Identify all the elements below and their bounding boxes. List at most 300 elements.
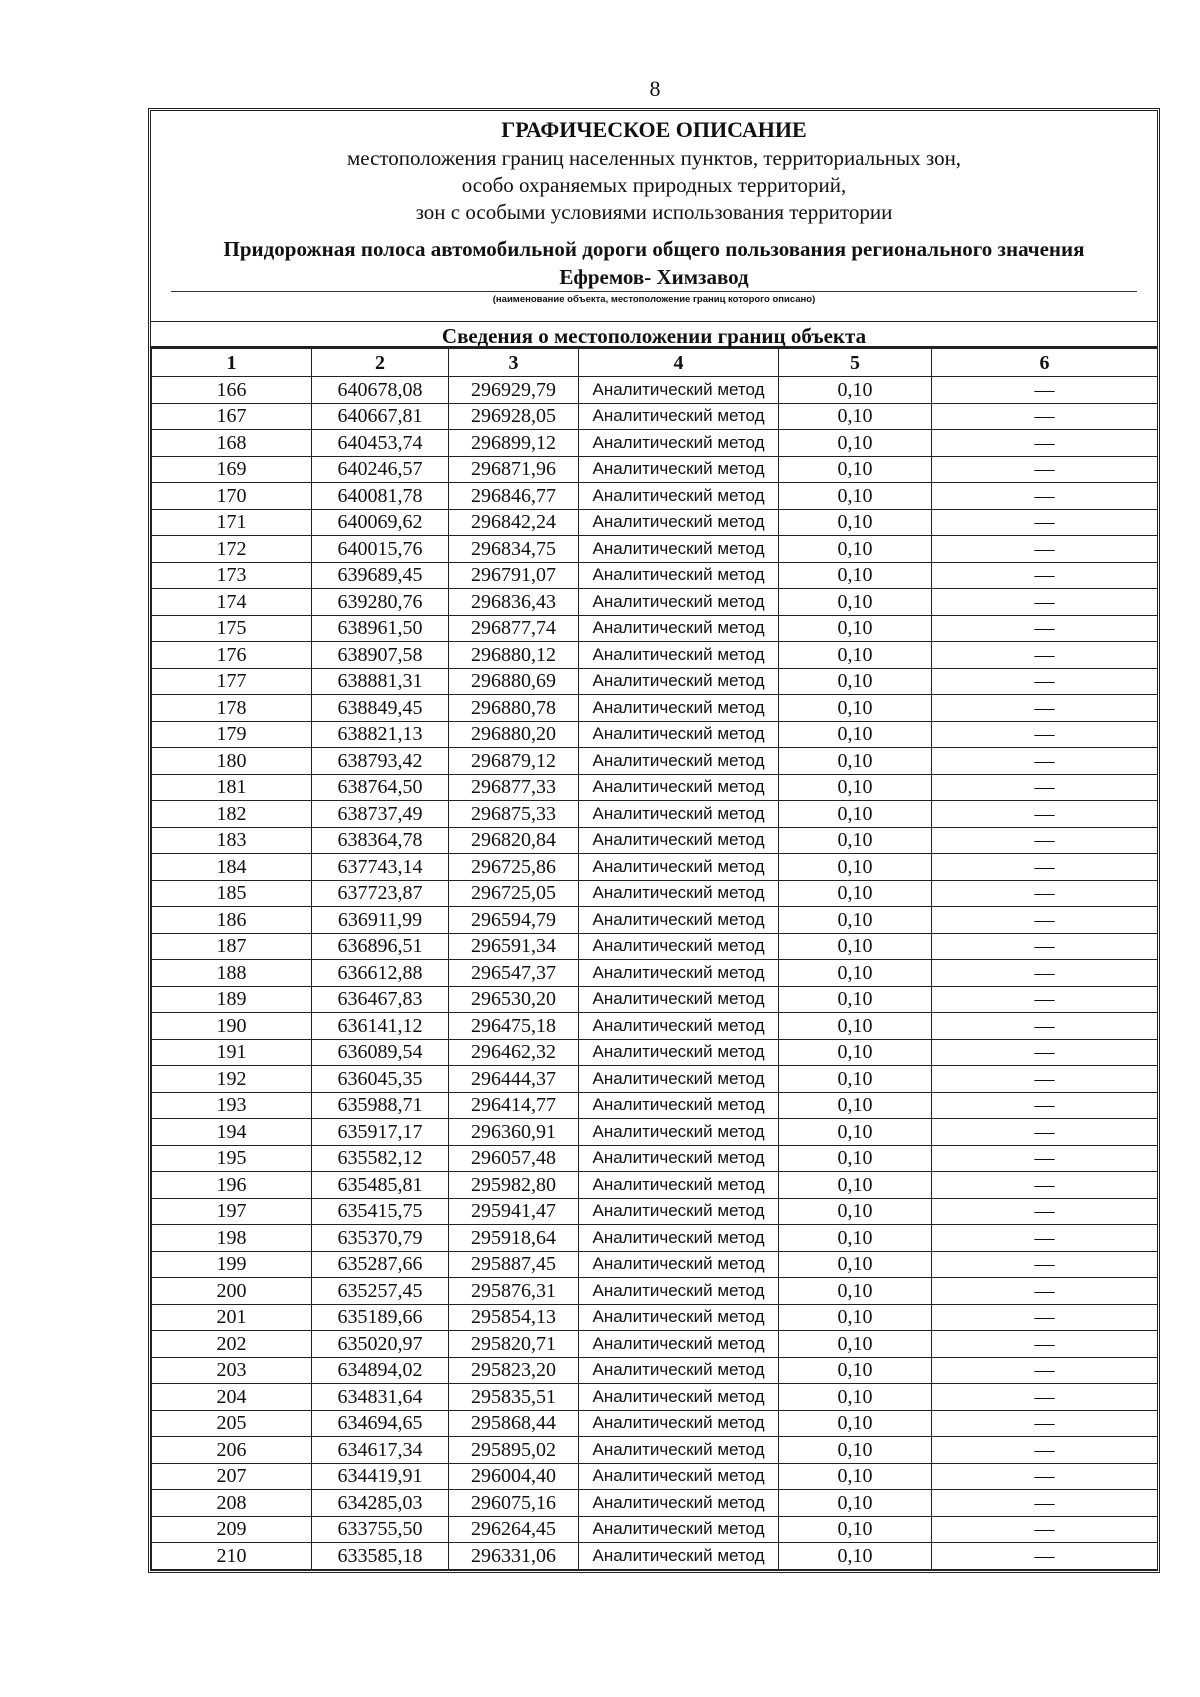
description-cell: — [932, 933, 1158, 960]
point-number-cell: 184 [152, 854, 312, 881]
accuracy-cell: 0,10 [779, 536, 932, 563]
description-cell: — [932, 377, 1158, 404]
x-coordinate-cell: 638961,50 [312, 615, 449, 642]
description-cell: — [932, 642, 1158, 669]
description-cell: — [932, 1172, 1158, 1199]
x-coordinate-cell: 640081,78 [312, 483, 449, 510]
description-cell: — [932, 1278, 1158, 1305]
point-number-cell: 189 [152, 986, 312, 1013]
description-cell: — [932, 1145, 1158, 1172]
description-cell: — [932, 615, 1158, 642]
x-coordinate-cell: 638764,50 [312, 774, 449, 801]
x-coordinate-cell: 640069,62 [312, 509, 449, 536]
column-header: 3 [449, 349, 579, 377]
y-coordinate-cell: 296075,16 [449, 1490, 579, 1517]
table-row [152, 430, 1158, 457]
method-cell: Аналитический метод [579, 986, 779, 1013]
accuracy-cell: 0,10 [779, 801, 932, 828]
x-coordinate-cell: 638793,42 [312, 748, 449, 775]
description-cell: — [932, 880, 1158, 907]
point-number-cell: 201 [152, 1304, 312, 1331]
point-number-cell: 169 [152, 456, 312, 483]
description-cell: — [932, 1516, 1158, 1543]
table-row [152, 456, 1158, 483]
description-cell: — [932, 1463, 1158, 1490]
method-cell: Аналитический метод [579, 907, 779, 934]
y-coordinate-cell: 296264,45 [449, 1516, 579, 1543]
point-number-cell: 192 [152, 1066, 312, 1093]
method-cell: Аналитический метод [579, 1543, 779, 1570]
x-coordinate-cell: 633755,50 [312, 1516, 449, 1543]
accuracy-cell: 0,10 [779, 589, 932, 616]
table-row [152, 1357, 1158, 1384]
point-number-cell: 202 [152, 1331, 312, 1358]
x-coordinate-cell: 634694,65 [312, 1410, 449, 1437]
point-number-cell: 209 [152, 1516, 312, 1543]
point-number-cell: 178 [152, 695, 312, 722]
x-coordinate-cell: 638821,13 [312, 721, 449, 748]
accuracy-cell: 0,10 [779, 1516, 932, 1543]
accuracy-cell: 0,10 [779, 907, 932, 934]
table-row [152, 721, 1158, 748]
method-cell: Аналитический метод [579, 536, 779, 563]
method-cell: Аналитический метод [579, 774, 779, 801]
accuracy-cell: 0,10 [779, 748, 932, 775]
y-coordinate-cell: 296834,75 [449, 536, 579, 563]
y-coordinate-cell: 296879,12 [449, 748, 579, 775]
accuracy-cell: 0,10 [779, 615, 932, 642]
method-cell: Аналитический метод [579, 1092, 779, 1119]
method-cell: Аналитический метод [579, 589, 779, 616]
description-cell: — [932, 1357, 1158, 1384]
x-coordinate-cell: 637723,87 [312, 880, 449, 907]
description-cell: — [932, 668, 1158, 695]
y-coordinate-cell: 296880,20 [449, 721, 579, 748]
point-number-cell: 191 [152, 1039, 312, 1066]
point-number-cell: 170 [152, 483, 312, 510]
accuracy-cell: 0,10 [779, 1039, 932, 1066]
y-coordinate-cell: 296004,40 [449, 1463, 579, 1490]
method-cell: Аналитический метод [579, 483, 779, 510]
method-cell: Аналитический метод [579, 1066, 779, 1093]
x-coordinate-cell: 634419,91 [312, 1463, 449, 1490]
description-cell: — [932, 1039, 1158, 1066]
point-number-cell: 167 [152, 403, 312, 430]
y-coordinate-cell: 295982,80 [449, 1172, 579, 1199]
y-coordinate-cell: 296591,34 [449, 933, 579, 960]
method-cell: Аналитический метод [579, 1331, 779, 1358]
description-cell: — [932, 748, 1158, 775]
accuracy-cell: 0,10 [779, 1304, 932, 1331]
y-coordinate-cell: 295868,44 [449, 1410, 579, 1437]
table-row [152, 642, 1158, 669]
method-cell: Аналитический метод [579, 377, 779, 404]
accuracy-cell: 0,10 [779, 933, 932, 960]
point-number-cell: 175 [152, 615, 312, 642]
x-coordinate-cell: 636612,88 [312, 960, 449, 987]
x-coordinate-cell: 636141,12 [312, 1013, 449, 1040]
table-row [152, 1304, 1158, 1331]
table-row [152, 536, 1158, 563]
table-row [152, 986, 1158, 1013]
y-coordinate-cell: 295835,51 [449, 1384, 579, 1411]
point-number-cell: 195 [152, 1145, 312, 1172]
method-cell: Аналитический метод [579, 1357, 779, 1384]
y-coordinate-cell: 296414,77 [449, 1092, 579, 1119]
accuracy-cell: 0,10 [779, 1145, 932, 1172]
accuracy-cell: 0,10 [779, 1384, 932, 1411]
method-cell: Аналитический метод [579, 1437, 779, 1464]
accuracy-cell: 0,10 [779, 1066, 932, 1093]
x-coordinate-cell: 634831,64 [312, 1384, 449, 1411]
x-coordinate-cell: 635370,79 [312, 1225, 449, 1252]
description-cell: — [932, 430, 1158, 457]
accuracy-cell: 0,10 [779, 721, 932, 748]
accuracy-cell: 0,10 [779, 1490, 932, 1517]
x-coordinate-cell: 635020,97 [312, 1331, 449, 1358]
method-cell: Аналитический метод [579, 456, 779, 483]
table-row [152, 933, 1158, 960]
method-cell: Аналитический метод [579, 1410, 779, 1437]
description-cell: — [932, 1198, 1158, 1225]
y-coordinate-cell: 296842,24 [449, 509, 579, 536]
point-number-cell: 177 [152, 668, 312, 695]
accuracy-cell: 0,10 [779, 1331, 932, 1358]
table-row [152, 1145, 1158, 1172]
description-cell: — [932, 801, 1158, 828]
x-coordinate-cell: 640246,57 [312, 456, 449, 483]
y-coordinate-cell: 295887,45 [449, 1251, 579, 1278]
table-row [152, 403, 1158, 430]
y-coordinate-cell: 295895,02 [449, 1437, 579, 1464]
method-cell: Аналитический метод [579, 1172, 779, 1199]
description-cell: — [932, 774, 1158, 801]
point-number-cell: 208 [152, 1490, 312, 1517]
point-number-cell: 200 [152, 1278, 312, 1305]
y-coordinate-cell: 295854,13 [449, 1304, 579, 1331]
accuracy-cell: 0,10 [779, 1172, 932, 1199]
method-cell: Аналитический метод [579, 509, 779, 536]
y-coordinate-cell: 295918,64 [449, 1225, 579, 1252]
table-row [152, 589, 1158, 616]
table-row [152, 1410, 1158, 1437]
method-cell: Аналитический метод [579, 1039, 779, 1066]
accuracy-cell: 0,10 [779, 509, 932, 536]
description-cell: — [932, 589, 1158, 616]
description-cell: — [932, 1066, 1158, 1093]
method-cell: Аналитический метод [579, 880, 779, 907]
accuracy-cell: 0,10 [779, 562, 932, 589]
accuracy-cell: 0,10 [779, 483, 932, 510]
object-name-line: Ефремов- Химзавод [559, 265, 749, 289]
x-coordinate-cell: 636467,83 [312, 986, 449, 1013]
document-header [151, 111, 1157, 348]
table-row [152, 1331, 1158, 1358]
table-row [152, 1039, 1158, 1066]
method-cell: Аналитический метод [579, 1278, 779, 1305]
accuracy-cell: 0,10 [779, 642, 932, 669]
y-coordinate-cell: 296836,43 [449, 589, 579, 616]
subtitle-line: особо охраняемых природных территорий, [461, 173, 847, 197]
y-coordinate-cell: 296725,86 [449, 854, 579, 881]
y-coordinate-cell: 296530,20 [449, 986, 579, 1013]
x-coordinate-cell: 639689,45 [312, 562, 449, 589]
accuracy-cell: 0,10 [779, 1410, 932, 1437]
description-cell: — [932, 509, 1158, 536]
x-coordinate-cell: 636089,54 [312, 1039, 449, 1066]
y-coordinate-cell: 296331,06 [449, 1543, 579, 1570]
y-coordinate-cell: 296475,18 [449, 1013, 579, 1040]
accuracy-cell: 0,10 [779, 960, 932, 987]
accuracy-cell: 0,10 [779, 1437, 932, 1464]
method-cell: Аналитический метод [579, 1251, 779, 1278]
description-cell: — [932, 1490, 1158, 1517]
point-number-cell: 204 [152, 1384, 312, 1411]
table-row [152, 1516, 1158, 1543]
accuracy-cell: 0,10 [779, 827, 932, 854]
point-number-cell: 190 [152, 1013, 312, 1040]
x-coordinate-cell: 638737,49 [312, 801, 449, 828]
y-coordinate-cell: 296057,48 [449, 1145, 579, 1172]
x-coordinate-cell: 638849,45 [312, 695, 449, 722]
point-number-cell: 182 [152, 801, 312, 828]
column-header: 1 [152, 349, 312, 377]
table-row [152, 1251, 1158, 1278]
table-row [152, 1172, 1158, 1199]
description-cell: — [932, 827, 1158, 854]
y-coordinate-cell: 296846,77 [449, 483, 579, 510]
method-cell: Аналитический метод [579, 1198, 779, 1225]
method-cell: Аналитический метод [579, 960, 779, 987]
method-cell: Аналитический метод [579, 668, 779, 695]
description-cell: — [932, 1437, 1158, 1464]
object-name [151, 235, 1157, 291]
point-number-cell: 205 [152, 1410, 312, 1437]
method-cell: Аналитический метод [579, 1225, 779, 1252]
accuracy-cell: 0,10 [779, 1463, 932, 1490]
point-number-cell: 166 [152, 377, 312, 404]
point-number-cell: 207 [152, 1463, 312, 1490]
point-number-cell: 181 [152, 774, 312, 801]
accuracy-cell: 0,10 [779, 1251, 932, 1278]
point-number-cell: 183 [152, 827, 312, 854]
method-cell: Аналитический метод [579, 695, 779, 722]
table-row [152, 1198, 1158, 1225]
method-cell: Аналитический метод [579, 1463, 779, 1490]
table-header-row [152, 349, 1158, 377]
method-cell: Аналитический метод [579, 562, 779, 589]
column-header: 6 [932, 349, 1158, 377]
table-row [152, 562, 1158, 589]
accuracy-cell: 0,10 [779, 1198, 932, 1225]
y-coordinate-cell: 296547,37 [449, 960, 579, 987]
table-row [152, 1278, 1158, 1305]
y-coordinate-cell: 295876,31 [449, 1278, 579, 1305]
point-number-cell: 198 [152, 1225, 312, 1252]
method-cell: Аналитический метод [579, 933, 779, 960]
table-row [152, 509, 1158, 536]
y-coordinate-cell: 296871,96 [449, 456, 579, 483]
accuracy-cell: 0,10 [779, 695, 932, 722]
x-coordinate-cell: 635917,17 [312, 1119, 449, 1146]
point-number-cell: 171 [152, 509, 312, 536]
accuracy-cell: 0,10 [779, 1225, 932, 1252]
x-coordinate-cell: 640678,08 [312, 377, 449, 404]
y-coordinate-cell: 296929,79 [449, 377, 579, 404]
point-number-cell: 197 [152, 1198, 312, 1225]
table-row [152, 1119, 1158, 1146]
accuracy-cell: 0,10 [779, 430, 932, 457]
y-coordinate-cell: 296820,84 [449, 827, 579, 854]
description-cell: — [932, 1331, 1158, 1358]
method-cell: Аналитический метод [579, 1119, 779, 1146]
table-row [152, 907, 1158, 934]
description-cell: — [932, 1225, 1158, 1252]
description-cell: — [932, 562, 1158, 589]
table-row [152, 827, 1158, 854]
coordinates-table [151, 348, 1158, 1570]
y-coordinate-cell: 296444,37 [449, 1066, 579, 1093]
table-row [152, 1463, 1158, 1490]
y-coordinate-cell: 296928,05 [449, 403, 579, 430]
y-coordinate-cell: 295941,47 [449, 1198, 579, 1225]
table-row [152, 880, 1158, 907]
table-row [152, 1384, 1158, 1411]
point-number-cell: 206 [152, 1437, 312, 1464]
description-cell: — [932, 1304, 1158, 1331]
accuracy-cell: 0,10 [779, 1119, 932, 1146]
accuracy-cell: 0,10 [779, 986, 932, 1013]
x-coordinate-cell: 638364,78 [312, 827, 449, 854]
table-row [152, 960, 1158, 987]
description-cell: — [932, 1543, 1158, 1570]
point-number-cell: 174 [152, 589, 312, 616]
accuracy-cell: 0,10 [779, 1278, 932, 1305]
section-title: Сведения о местоположении границ объекта [151, 321, 1157, 349]
description-cell: — [932, 960, 1158, 987]
y-coordinate-cell: 296360,91 [449, 1119, 579, 1146]
table-row [152, 748, 1158, 775]
document-frame [148, 108, 1160, 1573]
object-name-caption: (наименование объекта, местоположение границ которого описано) [492, 294, 816, 305]
accuracy-cell: 0,10 [779, 1092, 932, 1119]
x-coordinate-cell: 636896,51 [312, 933, 449, 960]
x-coordinate-cell: 640667,81 [312, 403, 449, 430]
point-number-cell: 168 [152, 430, 312, 457]
description-cell: — [932, 1013, 1158, 1040]
method-cell: Аналитический метод [579, 430, 779, 457]
point-number-cell: 187 [152, 933, 312, 960]
table-row [152, 483, 1158, 510]
x-coordinate-cell: 640015,76 [312, 536, 449, 563]
table-row [152, 1225, 1158, 1252]
table-row [152, 615, 1158, 642]
table-row [152, 1543, 1158, 1570]
point-number-cell: 176 [152, 642, 312, 669]
point-number-cell: 203 [152, 1357, 312, 1384]
description-cell: — [932, 456, 1158, 483]
table-row [152, 377, 1158, 404]
description-cell: — [932, 1251, 1158, 1278]
method-cell: Аналитический метод [579, 1304, 779, 1331]
x-coordinate-cell: 638881,31 [312, 668, 449, 695]
y-coordinate-cell: 296899,12 [449, 430, 579, 457]
method-cell: Аналитический метод [579, 1013, 779, 1040]
accuracy-cell: 0,10 [779, 1543, 932, 1570]
description-cell: — [932, 403, 1158, 430]
method-cell: Аналитический метод [579, 721, 779, 748]
page-number: 8 [649, 76, 661, 101]
description-cell: — [932, 1119, 1158, 1146]
table-body [152, 377, 1158, 1570]
table-row [152, 774, 1158, 801]
x-coordinate-cell: 640453,74 [312, 430, 449, 457]
method-cell: Аналитический метод [579, 748, 779, 775]
accuracy-cell: 0,10 [779, 668, 932, 695]
x-coordinate-cell: 636045,35 [312, 1066, 449, 1093]
subtitle-line: местоположения границ населенных пунктов, территориальных зон, [346, 146, 962, 170]
x-coordinate-cell: 635287,66 [312, 1251, 449, 1278]
x-coordinate-cell: 638907,58 [312, 642, 449, 669]
point-number-cell: 196 [152, 1172, 312, 1199]
accuracy-cell: 0,10 [779, 377, 932, 404]
y-coordinate-cell: 296875,33 [449, 801, 579, 828]
y-coordinate-cell: 296880,12 [449, 642, 579, 669]
method-cell: Аналитический метод [579, 1490, 779, 1517]
table-row [152, 668, 1158, 695]
description-cell: — [932, 986, 1158, 1013]
method-cell: Аналитический метод [579, 1145, 779, 1172]
point-number-cell: 186 [152, 907, 312, 934]
x-coordinate-cell: 635582,12 [312, 1145, 449, 1172]
x-coordinate-cell: 637743,14 [312, 854, 449, 881]
y-coordinate-cell: 296462,32 [449, 1039, 579, 1066]
description-cell: — [932, 483, 1158, 510]
table-row [152, 1437, 1158, 1464]
description-cell: — [932, 1384, 1158, 1411]
accuracy-cell: 0,10 [779, 774, 932, 801]
x-coordinate-cell: 634285,03 [312, 1490, 449, 1517]
method-cell: Аналитический метод [579, 615, 779, 642]
description-cell: — [932, 1410, 1158, 1437]
point-number-cell: 199 [152, 1251, 312, 1278]
point-number-cell: 188 [152, 960, 312, 987]
description-cell: — [932, 695, 1158, 722]
column-header: 2 [312, 349, 449, 377]
y-coordinate-cell: 296594,79 [449, 907, 579, 934]
point-number-cell: 180 [152, 748, 312, 775]
method-cell: Аналитический метод [579, 403, 779, 430]
method-cell: Аналитический метод [579, 801, 779, 828]
point-number-cell: 194 [152, 1119, 312, 1146]
point-number-cell: 173 [152, 562, 312, 589]
point-number-cell: 193 [152, 1092, 312, 1119]
table-row [152, 1013, 1158, 1040]
x-coordinate-cell: 633585,18 [312, 1543, 449, 1570]
x-coordinate-cell: 636911,99 [312, 907, 449, 934]
method-cell: Аналитический метод [579, 854, 779, 881]
method-cell: Аналитический метод [579, 827, 779, 854]
y-coordinate-cell: 296880,69 [449, 668, 579, 695]
x-coordinate-cell: 634617,34 [312, 1437, 449, 1464]
description-cell: — [932, 721, 1158, 748]
description-cell: — [932, 536, 1158, 563]
y-coordinate-cell: 295820,71 [449, 1331, 579, 1358]
object-name-underline [171, 291, 1137, 292]
point-number-cell: 172 [152, 536, 312, 563]
accuracy-cell: 0,10 [779, 854, 932, 881]
y-coordinate-cell: 296725,05 [449, 880, 579, 907]
